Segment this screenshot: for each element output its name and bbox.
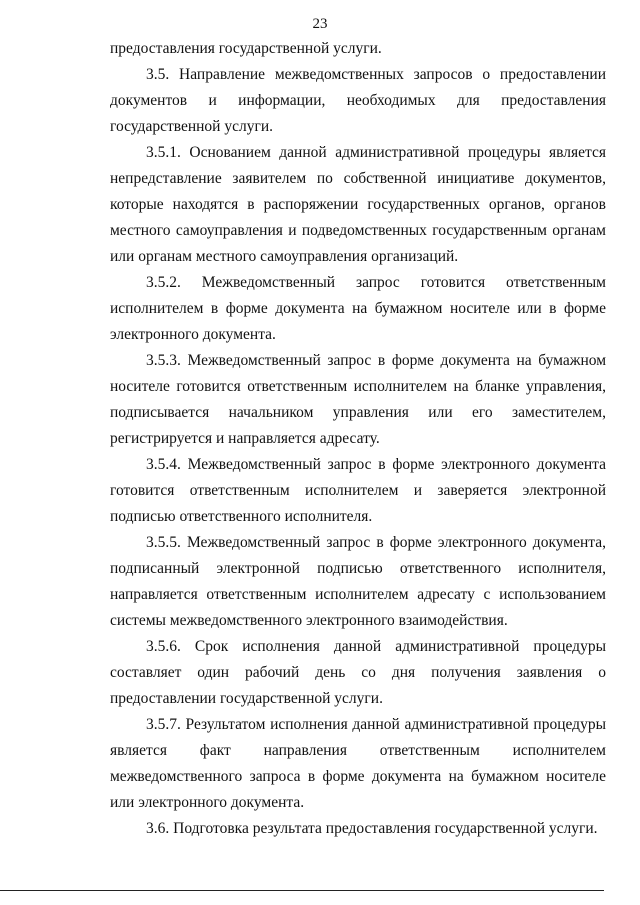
page-number: 23 [312, 16, 328, 32]
paragraph-3-5-3: 3.5.3. Межведомственный запрос в форме документа на бумажном носителе готовится ответственным исполнителем на бланке управления, подписывается начальником управления или его заместителем, регистрируется и направляется адресату. [110, 352, 606, 447]
document-body [110, 36, 606, 842]
paragraph-3-5-4: 3.5.4. Межведомственный запрос в форме электронного документа готовится ответственным исполнителем и заверяется электронной подписью ответственного исполнителя. [110, 456, 606, 525]
paragraph-3-5-2: 3.5.2. Межведомственный запрос готовится ответственным исполнителем в форме документа на бумажном носителе или в форме электронного документа. [110, 274, 606, 343]
paragraph-3-5-5: 3.5.5. Межведомственный запрос в форме электронного документа, подписанный электронной подписью ответственного исполнителя, направляется ответственным исполнителем адресату с использованием системы межведомственного электронного взаимодействия. [110, 534, 606, 629]
footer-divider [0, 890, 604, 891]
paragraph-continuation: предоставления государственной услуги. [110, 40, 382, 57]
paragraph-3-6: 3.6. Подготовка результата предоставления государственной услуги. [146, 820, 598, 837]
paragraph-3-5-1: 3.5.1. Основанием данной административной процедуры является непредставление заявителем по собственной инициативе документов, которые находятся в распоряжении государственных органов, органов местного самоуправления и подведомственных государственным органам или органам местного самоуправления организаций. [110, 144, 606, 265]
paragraph-3-5-6: 3.5.6. Срок исполнения данной административной процедуры составляет один рабочий день со дня получения заявления о предоставлении государственной услуги. [110, 638, 606, 707]
paragraph-3-5: 3.5. Направление межведомственных запросов о предоставлении документов и информации, необходимых для предоставления государственной услуги. [110, 66, 606, 135]
paragraph-3-5-7: 3.5.7. Результатом исполнения данной административной процедуры является факт направления ответственным исполнителем межведомственного запроса в форме документа на бумажном носителе или электронного документа. [110, 716, 606, 811]
